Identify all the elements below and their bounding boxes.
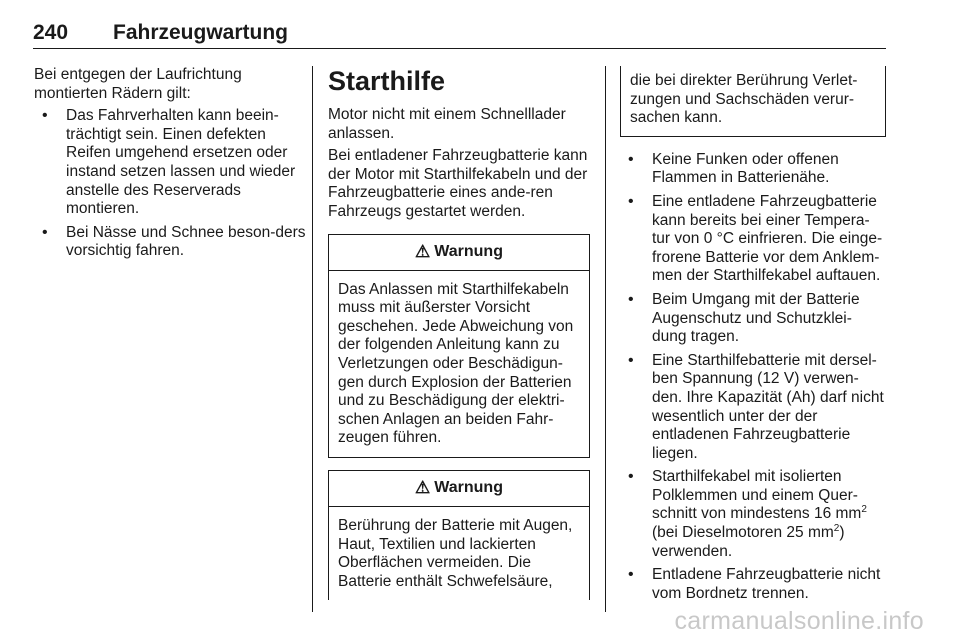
bullet-list-2	[620, 151, 886, 604]
list-item-text: )	[839, 524, 845, 542]
warning-header	[329, 471, 589, 507]
list-item: • Keine Funken oder offenen Flammen in Batterienähe.	[620, 151, 886, 188]
section-title: Starthilfe	[328, 66, 446, 96]
list-item: • Entladene Fahrzeugbatterie nicht vom Bordnetz trennen.	[620, 566, 886, 603]
list-item: • Beim Umgang mit der Batterie Augenschutz und Schutzklei-dung tragen.	[620, 291, 886, 347]
list-item: • Bei Nässe und Schnee beson-ders vorsichtig fahren.	[34, 224, 306, 261]
paragraph: Bei entladener Fahrzeugbatterie kann der Motor mit Starthilfekabeln und der Fahrzeugbatterie eines ande-ren Fahrzeugs gestartet werden.	[328, 147, 588, 220]
warning-triangle-icon: ⚠	[415, 241, 431, 261]
warning-box	[328, 470, 590, 600]
column-divider-1	[312, 66, 313, 612]
list-item: • Eine entladene Fahrzeugbatterie kann bereits bei einer Tempera-tur von 0 °C einfrieren. Die einge-frorene Batterie vor dem Anklem-men der Starthilfekabel auftauen.	[620, 193, 886, 286]
list-item-text: (bei Dieselmotoren 25 mm	[652, 524, 834, 542]
warning-text: die bei direkter Berührung Verlet-zungen und Sachschäden verur-sachen kann.	[630, 72, 858, 127]
warning-label: Warnung	[434, 479, 503, 497]
list-item-text: verwenden.	[652, 542, 733, 560]
warning-text: Berührung der Batterie mit Augen, Haut, Textilien und lackierten Oberflächen vermeiden. Die Batterie enthält Schwefelsäure,	[338, 516, 573, 590]
intro-text: Bei entgegen der Laufrichtung montierten Rädern gilt:	[34, 66, 242, 102]
page-number: 240	[33, 21, 69, 44]
list-item	[620, 468, 886, 561]
column-3	[620, 66, 886, 608]
list-item: • Das Fahrverhalten kann beein-trächtigt sein. Einen defekten Reifen umgehend ersetzen oder instand setzen lassen und wieder anstelle des Reserverads montieren.	[34, 107, 306, 219]
paragraph: Motor nicht mit einem Schnelllader anlassen.	[328, 106, 566, 142]
superscript: 2	[861, 504, 867, 516]
warning-triangle-icon: ⚠	[415, 478, 431, 498]
warning-box	[328, 234, 590, 458]
chapter-title: Fahrzeugwartung	[113, 21, 289, 44]
watermark: carmanualsonline.info	[674, 607, 924, 635]
column-divider-2	[605, 66, 606, 612]
list-item-text: Starthilfekabel mit isolierten Polklemmen und einem Quer-schnitt von mindestens 16 mm	[652, 468, 862, 523]
column-2	[328, 66, 590, 600]
warning-label: Warnung	[434, 242, 503, 260]
bullet-list-1	[34, 107, 306, 261]
column-1	[34, 66, 306, 266]
superscript: 2	[833, 522, 840, 534]
list-item: • Eine Starthilfebatterie mit dersel-ben Spannung (12 V) verwen-den. Ihre Kapazität (Ah) darf nicht wesentlich unter der der entladenen Fahrzeugbatterie liegen.	[620, 352, 886, 464]
warning-box-continued	[620, 66, 886, 137]
warning-text: Das Anlassen mit Starthilfekabeln muss mit äußerster Vorsicht geschehen. Jede Abweichung von der folgenden Anleitung kann zu Verletzungen oder Beschädigun-gen durch Explosion der Batterien und zu Beschädigung der elektri-schen Anlagen an beiden Fahr-zeugen führen.	[338, 280, 574, 447]
warning-header	[329, 235, 589, 271]
page-header	[33, 20, 886, 49]
